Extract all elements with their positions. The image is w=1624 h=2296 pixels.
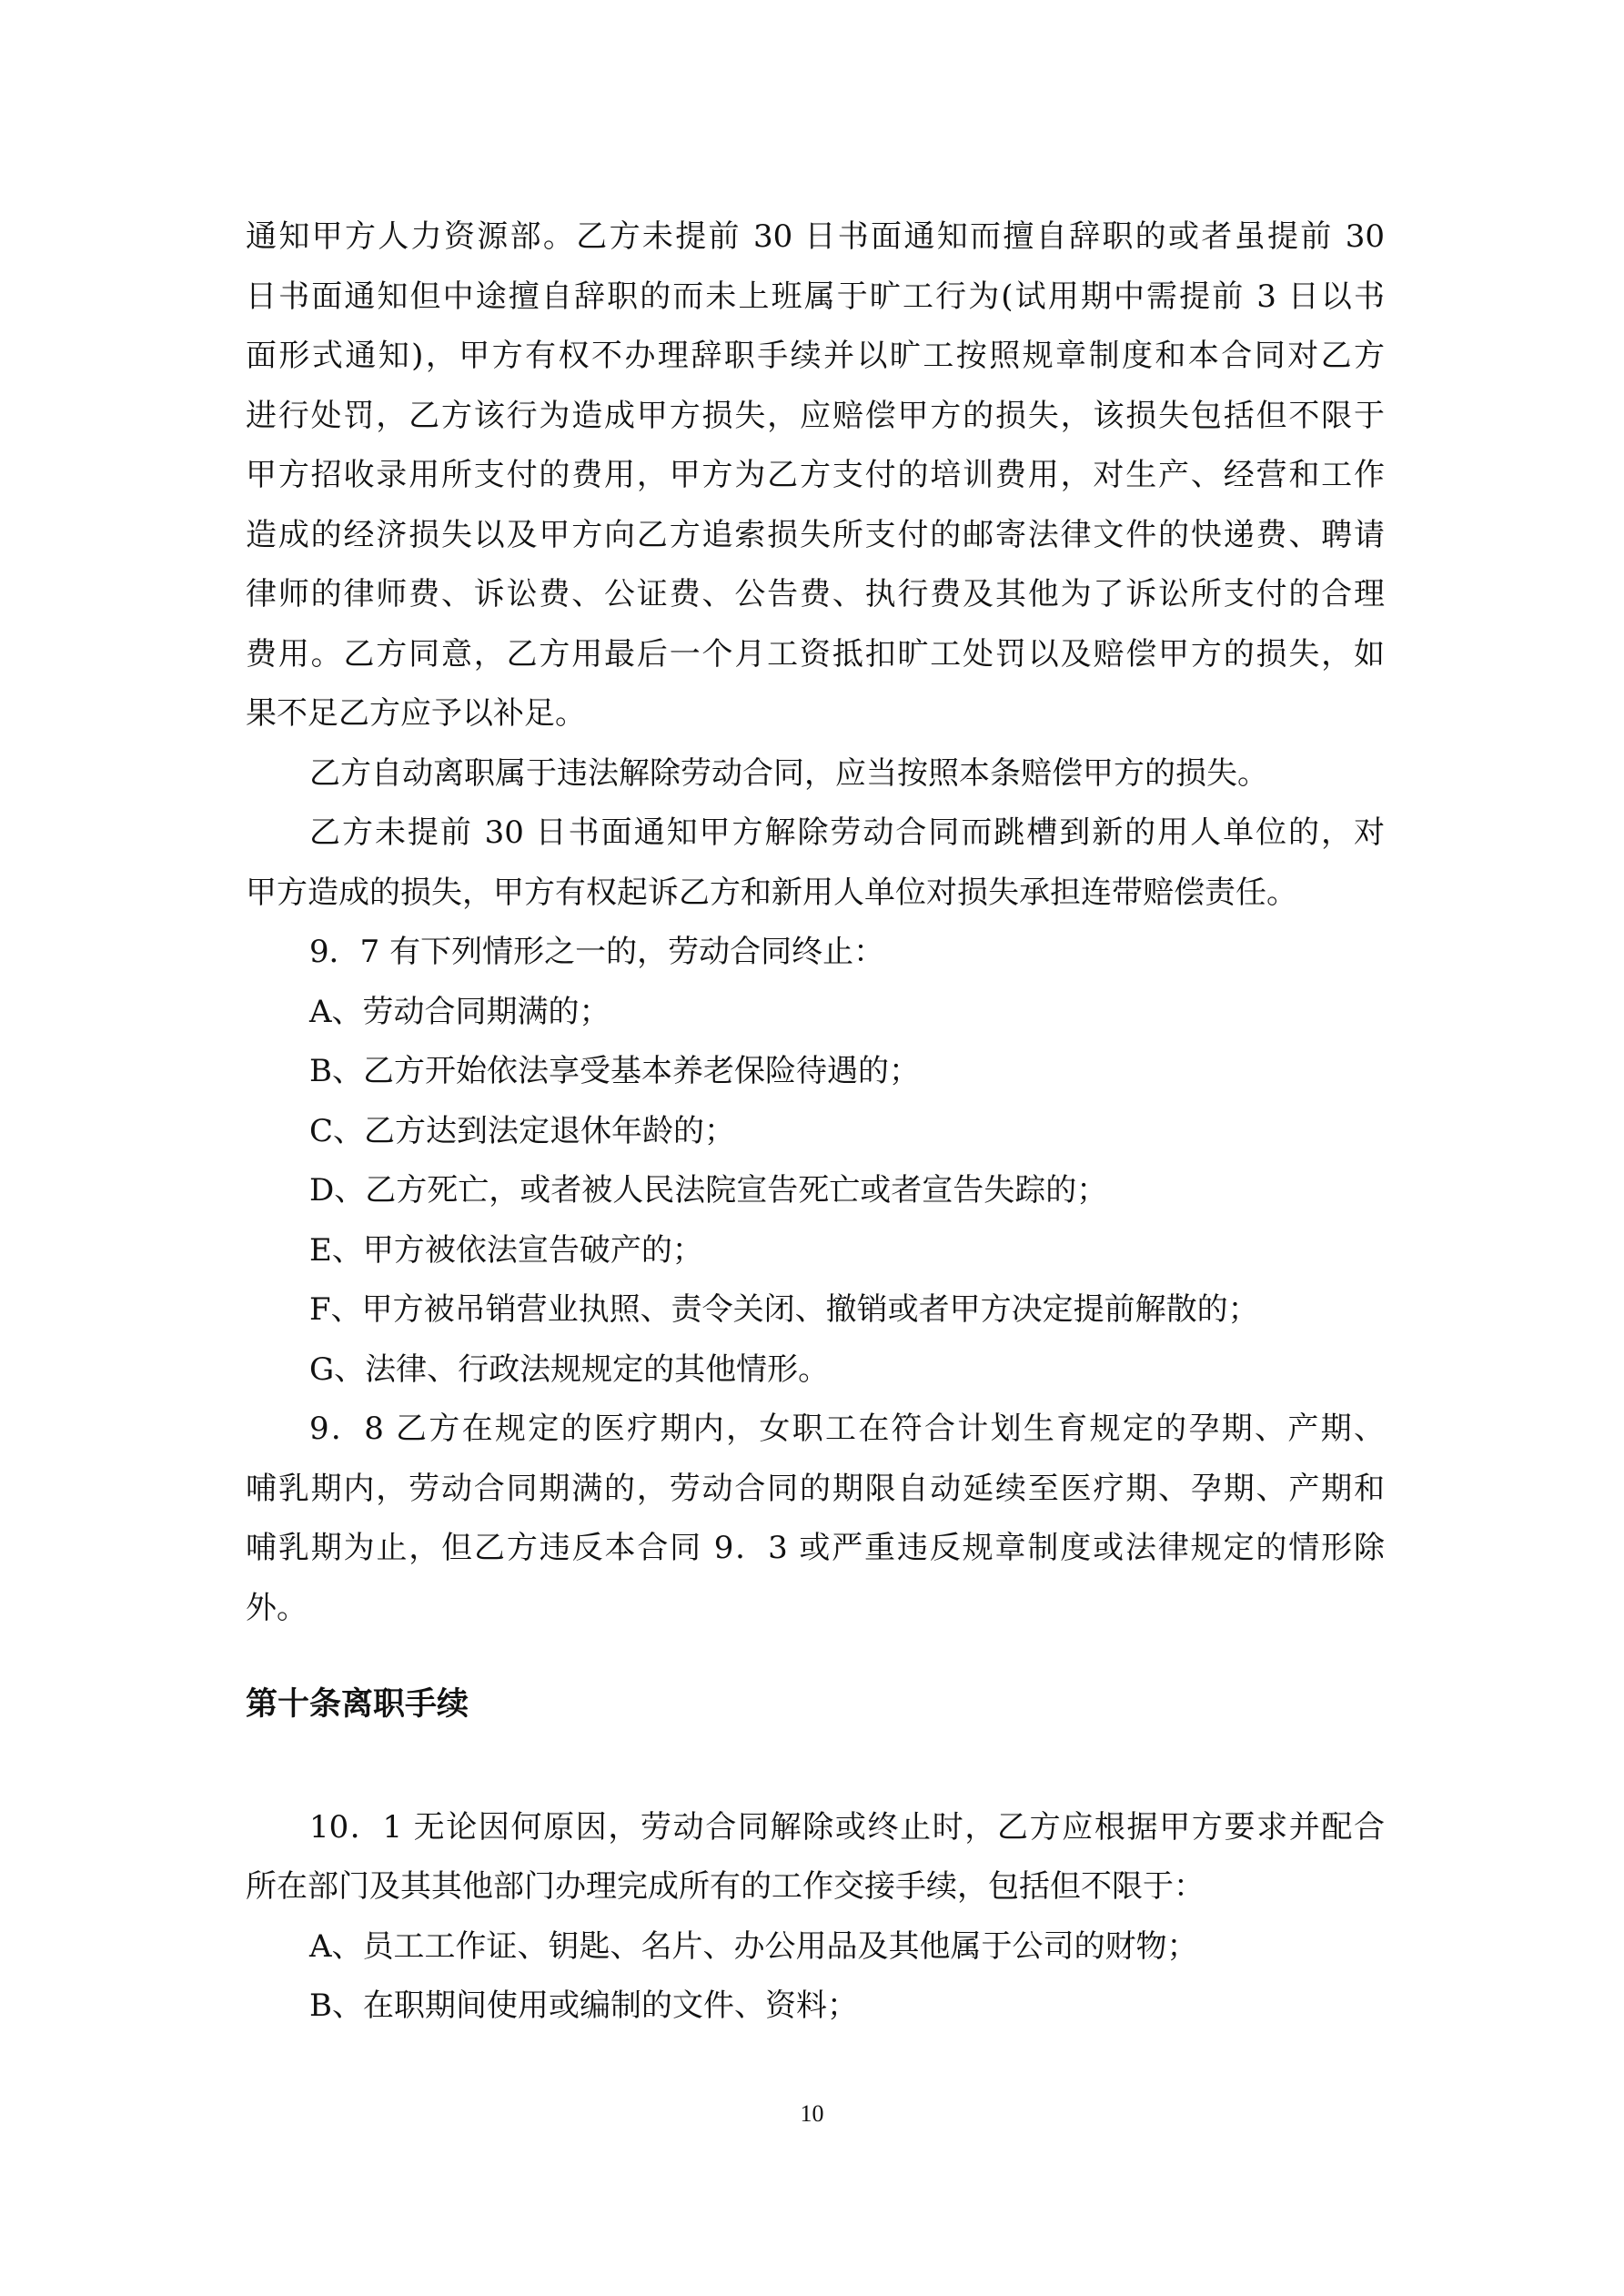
text-line: 所在部门及其其他部门办理完成所有的工作交接手续，包括但不限于： <box>246 1868 1205 1905</box>
text-line: 外。 <box>246 1589 308 1626</box>
paragraph-resignation-notice <box>246 207 1385 744</box>
clause-10-1-list <box>246 1917 1385 2037</box>
text-line: 哺乳期为止，但乙方违反本合同 9．3 或严重违反规章制度或法律规定的情形除 <box>246 1530 1385 1566</box>
text-line: 律师的律师费、诉讼费、公证费、公告费、执行费及其他为了诉讼所支付的合理 <box>246 576 1385 612</box>
text-line: 甲方招收录用所支付的费用，甲方为乙方支付的培训费用，对生产、经营和工作 <box>246 457 1385 493</box>
text-line: 进行处罚，乙方该行为造成甲方损失，应赔偿甲方的损失，该损失包括但不限于 <box>246 397 1385 434</box>
list-item: B、在职期间使用或编制的文件、资料； <box>309 1988 858 2024</box>
clause-9-8 <box>246 1400 1385 1638</box>
clause-9-7-list <box>246 983 1385 1401</box>
text-line: 通知甲方人力资源部。乙方未提前 30 日书面通知而擅自辞职的或者虽提前 30 <box>246 218 1385 255</box>
list-item: A、劳动合同期满的； <box>309 993 610 1030</box>
text-line: 哺乳期内，劳动合同期满的，劳动合同的期限自动延续至医疗期、孕期、产期和 <box>246 1470 1385 1507</box>
section-heading: 第十条离职手续 <box>246 1685 469 1723</box>
document-body <box>246 207 1385 2037</box>
list-item: E、甲方被依法宣告破产的； <box>309 1231 703 1269</box>
list-item: D、乙方死亡，或者被人民法院宣告死亡或者宣告失踪的； <box>309 1172 1108 1209</box>
text-line: 费用。乙方同意，乙方用最后一个月工资抵扣旷工处罚以及赔偿甲方的损失，如 <box>246 635 1385 673</box>
list-item: A、员工工作证、钥匙、名片、办公用品及其他属于公司的财物； <box>309 1927 1198 1965</box>
page-number: 10 <box>800 2100 824 2127</box>
paragraph-auto-leave: 乙方自动离职属于违法解除劳动合同，应当按照本条赔偿甲方的损失。 <box>309 754 1268 792</box>
clause-9-7: 9．7 有下列情形之一的，劳动合同终止： <box>309 934 885 970</box>
text-line: 日书面通知但中途擅自辞职的而未上班属于旷工行为(试用期中需提前 3 日以书 <box>246 278 1385 315</box>
clause-10-1 <box>246 1798 1385 1917</box>
list-item: G、法律、行政法规规定的其他情形。 <box>309 1350 830 1388</box>
text-line: 乙方未提前 30 日书面通知甲方解除劳动合同而跳槽到新的用人单位的，对 <box>309 814 1385 851</box>
list-item: B、乙方开始依法享受基本养老保险待遇的； <box>309 1053 920 1089</box>
text-line: 造成的经济损失以及甲方向乙方追索损失所支付的邮寄法律文件的快递费、聘请 <box>246 516 1385 553</box>
text-line: 果不足乙方应予以补足。 <box>246 695 586 732</box>
list-item: C、乙方达到法定退休年龄的； <box>309 1112 736 1149</box>
list-item: F、甲方被吊销营业执照、责令关闭、撤销或者甲方决定提前解散的； <box>309 1291 1259 1328</box>
paragraph-job-hopping <box>246 804 1385 923</box>
text-line: 10．1 无论因何原因，劳动合同解除或终止时，乙方应根据甲方要求并配合 <box>309 1808 1385 1846</box>
spacer <box>246 1735 1385 1798</box>
text-line: 面形式通知)，甲方有权不办理辞职手续并以旷工按照规章制度和本合同对乙方 <box>246 338 1385 374</box>
spacer <box>246 1638 1385 1674</box>
text-line: 9．8 乙方在规定的医疗期内，女职工在符合计划生育规定的孕期、产期、 <box>309 1411 1385 1447</box>
text-line: 甲方造成的损失，甲方有权起诉乙方和新用人单位对损失承担连带赔偿责任。 <box>246 874 1297 911</box>
